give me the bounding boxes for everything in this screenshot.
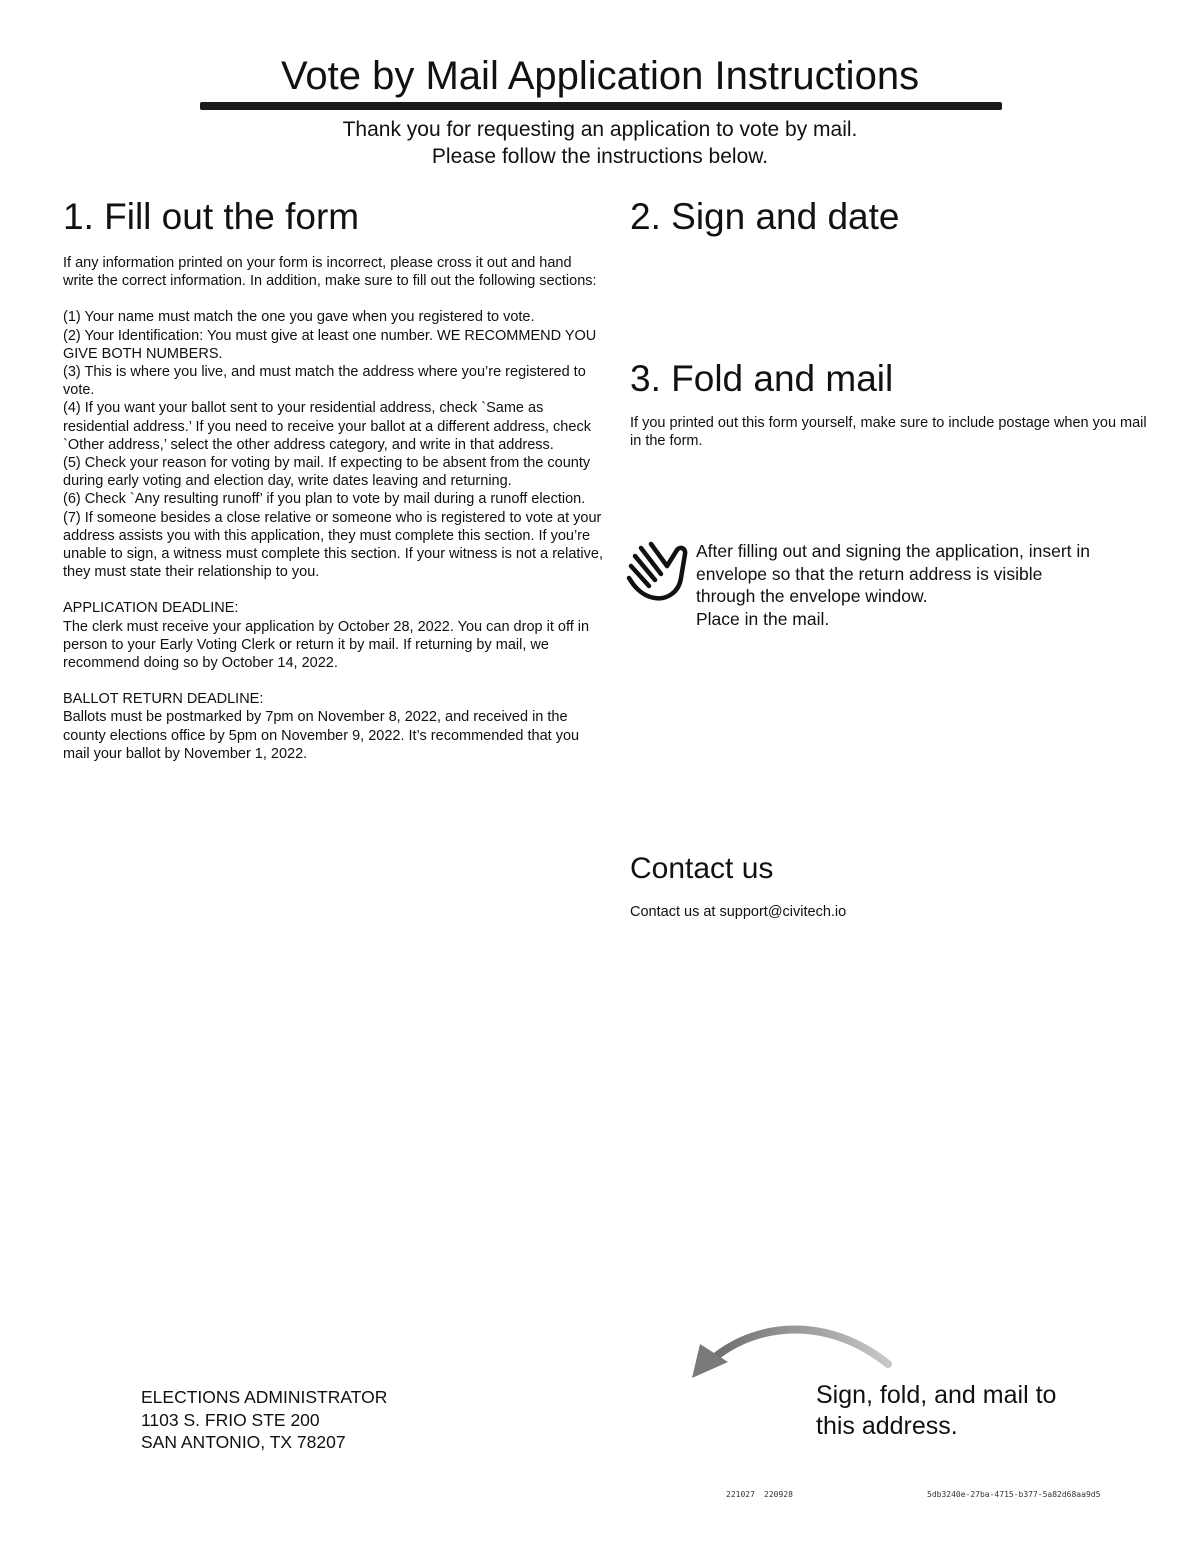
footer-code-1: 221027 xyxy=(726,1490,755,1499)
application-deadline-label: APPLICATION DEADLINE: xyxy=(63,600,239,617)
step1-item: (5) Check your reason for voting by mail. If expecting to be absent from the county during early voting and election day, write dates leaving and returning. xyxy=(63,455,591,490)
footer-code-2: 220928 xyxy=(764,1490,793,1499)
curved-arrow-icon xyxy=(688,1316,894,1382)
step1-body xyxy=(63,254,603,763)
title-underline xyxy=(200,102,1002,110)
tip-line: through the envelope window. xyxy=(696,586,928,606)
mail-note-line: Sign, fold, and mail to xyxy=(816,1381,1057,1409)
tip-line: envelope so that the return address is visible xyxy=(696,563,1043,584)
page-subtitle xyxy=(0,116,1200,170)
step3-heading: 3. Fold and mail xyxy=(630,358,894,399)
address-line: 1103 S. FRIO STE 200 xyxy=(141,1409,320,1430)
step1-item: (7) If someone besides a close relative or someone who is registered to vote at your address assists you with this application, they must complete this section. If you’re unable to sign, a witness must complete this section. If your witness is not a relative, they must state their relationship to you. xyxy=(63,509,603,581)
mail-note-line: this address. xyxy=(816,1411,958,1440)
tip-text xyxy=(696,540,1156,630)
address-line: SAN ANTONIO, TX 78207 xyxy=(141,1432,346,1452)
page-title: Vote by Mail Application Instructions xyxy=(280,54,920,98)
application-deadline-text: The clerk must receive your application by October 28, 2022. You can drop it off in person to your Early Voting Clerk or return it by mail. If returning by mail, we recommend doing so by October 14, 2022. xyxy=(63,618,590,672)
subtitle-line: Please follow the instructions below. xyxy=(431,145,769,168)
step1-item: (6) Check `Any resulting runoff’ if you plan to vote by mail during a runoff election. xyxy=(63,491,586,508)
tip-line: Place in the mail. xyxy=(696,608,830,629)
spacer xyxy=(63,672,603,690)
step1-heading: 1. Fill out the form xyxy=(63,196,360,237)
step1-item: (1) Your name must match the one you gave when you registered to vote. xyxy=(63,309,535,326)
hand-icon xyxy=(625,538,691,604)
tip-line: After filling out and signing the application, insert in xyxy=(696,541,1090,561)
step1-item: (2) Your Identification: You must give at least one number. WE RECOMMEND YOU GIVE BOTH NUMBERS. xyxy=(63,327,597,362)
step1-item: (4) If you want your ballot sent to your residential address, check `Same as residential address.’ If you need to receive your ballot at a different address, check `Other address,’ select the other address category, and write in that address. xyxy=(63,400,591,453)
mailing-tip xyxy=(625,538,1155,638)
address-line: ELECTIONS ADMINISTRATOR xyxy=(141,1387,388,1407)
step2-heading: 2. Sign and date xyxy=(630,196,900,237)
spacer xyxy=(63,290,603,308)
mail-note xyxy=(816,1380,1116,1441)
step3-body: If you printed out this form yourself, make sure to include postage when you mail in the form. xyxy=(630,415,1147,450)
subtitle-line: Thank you for requesting an application to vote by mail. xyxy=(342,118,858,141)
step1-item: (3) This is where you live, and must match the address where you’re registered to vote. xyxy=(63,364,586,399)
spacer xyxy=(63,581,603,599)
ballot-deadline-label: BALLOT RETURN DEADLINE: xyxy=(63,691,264,708)
contact-body: Contact us at support@civitech.io xyxy=(630,904,847,920)
ballot-deadline-text: Ballots must be postmarked by 7pm on November 8, 2022, and received in the county elections office by 5pm on November 9, 2022. It’s recommended that you mail your ballot by November 1, 2022. xyxy=(63,709,580,762)
contact-heading: Contact us xyxy=(630,852,774,885)
step1-intro: If any information printed on your form is incorrect, please cross it out and hand write the correct information. In addition, make sure to fill out the following sections: xyxy=(63,255,597,290)
footer-code-3: 5db3240e-27ba-4715-b377-5a82d68aa9d5 xyxy=(927,1490,1101,1499)
mailing-address xyxy=(141,1386,541,1454)
